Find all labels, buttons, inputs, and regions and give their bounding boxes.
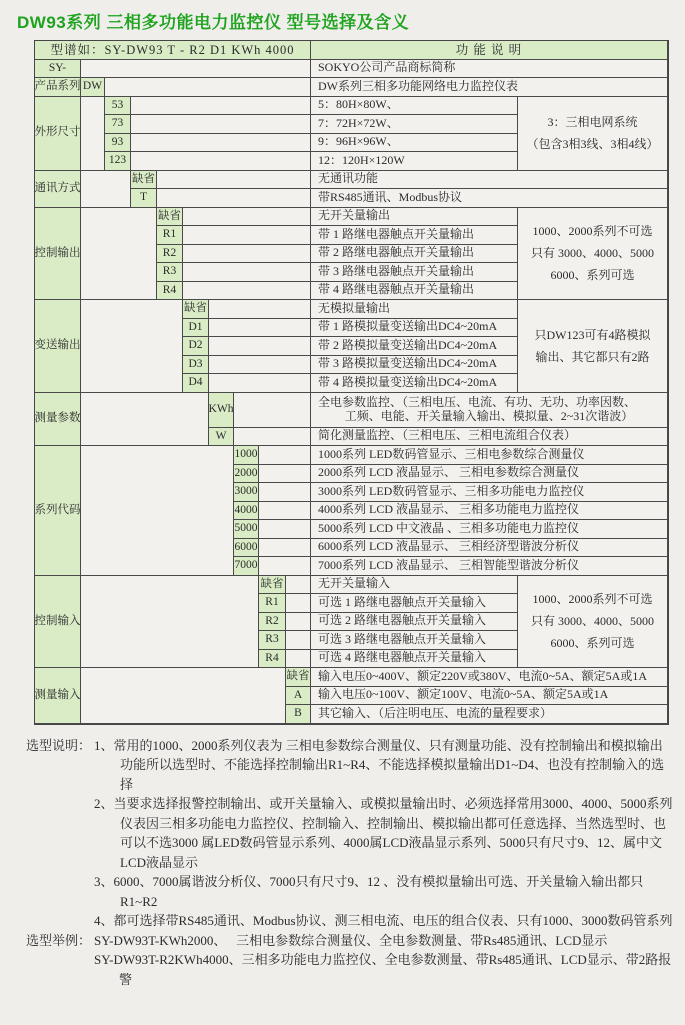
desc-cell: 带 4 路模拟量变送输出DC4~20mA — [311, 374, 518, 393]
notes-body — [94, 736, 674, 931]
example-item: SY-DW93T-KWh2000、 三相电参数综合测量仪、全电参数测量、带Rs485通讯、LCD显示 — [94, 932, 608, 948]
desc-cell: 7000系列 LCD 液晶显示、 三相智能型谐波分析仪 — [311, 557, 668, 576]
desc-cell: 12：120H×120W — [311, 152, 518, 171]
desc-cell: 5000系列 LCD 中文液晶 、三相多功能电力监控仪 — [311, 520, 668, 539]
desc-cell: 无通讯功能 — [311, 171, 668, 190]
note-line: （包含3相3线、3相4线） — [526, 137, 659, 151]
spacer-cell — [259, 539, 311, 558]
code-cell: 4000 — [234, 502, 259, 521]
note-line: 只有 3000、4000、5000 — [530, 246, 654, 261]
note-line: 6000、系列可选 — [550, 268, 635, 283]
spacer-cell — [286, 594, 311, 613]
code-cell: 缺省 — [157, 208, 183, 227]
code-cell: W — [209, 428, 234, 447]
spacer-cell — [209, 374, 311, 393]
examples-label: 选型举例： — [26, 932, 92, 948]
note-item: 1、常用的1000、2000系列仪表为 三相电参数综合测量仪、只有测量功能、没有控制输出和模拟输出功能所以选型时、不能选择控制输出R1~R4、不能选择模拟量输出D1~D4、也没有控制输入的选择 — [94, 737, 665, 792]
spacer-cell — [81, 300, 183, 393]
code-cell: R4 — [259, 650, 286, 669]
desc-cell: 5：80H×80W、 — [311, 97, 518, 116]
group-label-9: 测量输入 — [35, 668, 81, 724]
code-cell: 2000 — [234, 465, 259, 484]
group-label-7: 系列代码 — [35, 446, 81, 576]
spacer-cell — [183, 226, 311, 245]
code-cell: D1 — [183, 319, 209, 338]
spacer-cell — [209, 300, 311, 319]
note-item: 2、当要求选择报警控制输出、或开关量输入、或模拟量输出时、必须选择常用3000、4000、5000系列仪表因三相多功能电力监控仪、控制输入、控制输出、模拟输出都可任意选择、当然选型时、也可以不选3000 属LED数码管显示系列、4000属LCD液晶显示系列、5000只有尺寸9、12、属中文LCD液晶显示 — [94, 796, 673, 870]
code-cell: R2 — [259, 613, 286, 632]
code-cell: T — [131, 189, 157, 208]
spacer-cell — [286, 631, 311, 650]
desc-cell: 带 1 路模拟量变送输出DC4~20mA — [311, 319, 518, 338]
desc-cell — [311, 393, 668, 428]
code-cell: 73 — [105, 115, 131, 134]
code-cell: 缺省 — [259, 576, 286, 595]
selection-notes — [26, 736, 674, 990]
spacer-cell — [105, 78, 311, 97]
spacer-cell — [81, 576, 259, 669]
spacer-cell — [81, 393, 209, 447]
desc-cell: 7：72H×72W、 — [311, 115, 518, 134]
desc-cell: 4000系列 LCD 液晶显示、 三相多功能电力监控仪 — [311, 502, 668, 521]
note-line: 输出、其它都只有2路 — [535, 349, 650, 364]
desc-cell: 6000系列 LCD 液晶显示、 三相经济型谐波分析仪 — [311, 539, 668, 558]
header-desc-cell: 功 能 说 明 — [311, 41, 668, 60]
spacer-cell — [81, 668, 286, 724]
desc-cell: 带 4 路继电器触点开关量输出 — [311, 282, 518, 301]
spacer-cell — [81, 171, 131, 208]
code-cell: 缺省 — [286, 668, 311, 687]
note-item: 3、6000、7000属谐波分析仪、7000只有尺寸9、12 、没有模拟量输出可选、开关量输入输出都只R1~R2 — [94, 874, 644, 909]
desc-cell: 1000系列 LED数码管显示、三相电参数综合测量仪 — [311, 446, 668, 465]
desc-line: 工频、电能、开关量输入输出、模拟量、2~31次谐波） — [344, 408, 634, 423]
desc-cell: 带RS485通讯、Modbus协议 — [311, 189, 668, 208]
code-cell: 5000 — [234, 520, 259, 539]
desc-cell: 带 2 路继电器触点开关量输出 — [311, 245, 518, 264]
desc-cell: 无开关量输出 — [311, 208, 518, 227]
group-label-5: 变送输出 — [35, 300, 81, 393]
notes-label: 选型说明： — [26, 737, 92, 753]
spacer-cell — [131, 115, 311, 134]
spacer-cell — [131, 134, 311, 153]
model-selection-table — [34, 40, 669, 725]
group-label-8: 控制输入 — [35, 576, 81, 669]
note-cell — [518, 208, 668, 301]
spacer-cell — [259, 465, 311, 484]
code-cell: KWh — [209, 393, 234, 428]
code-cell: D4 — [183, 374, 209, 393]
desc-cell: 可选 4 路继电器触点开关量输入 — [311, 650, 518, 669]
code-cell: D3 — [183, 356, 209, 375]
page-title: DW93系列 三相多功能电力监控仪 型号选择及含义 — [17, 13, 410, 32]
code-cell: R2 — [157, 245, 183, 264]
spacer-cell — [234, 393, 311, 428]
code-cell: 7000 — [234, 557, 259, 576]
spacer-cell — [183, 263, 311, 282]
code-cell: 53 — [105, 97, 131, 116]
desc-cell: 2000系列 LCD 液晶显示、 三相电参数综合测量仪 — [311, 465, 668, 484]
desc-cell: 可选 3 路继电器触点开关量输入 — [311, 631, 518, 650]
group-label-4: 控制输出 — [35, 208, 81, 301]
note-item: 4、都可选择带RS485通讯、Modbus协议、测三相电流、电压的组合仪表、只有1000、3000数码管系列 — [94, 913, 673, 928]
desc-cell: 可选 2 路继电器触点开关量输入 — [311, 613, 518, 632]
spacer-cell — [286, 613, 311, 632]
note-line: 1000、2000系列不可选 — [532, 592, 653, 607]
group-label-2: 外形尺寸 — [35, 97, 81, 171]
example-item: SY-DW93T-R2KWh4000、三相多功能电力监控仪、全电参数测量、带Rs485通讯、LCD显示、带2路报警 — [94, 952, 672, 987]
spacer-cell — [183, 208, 311, 227]
spacer-cell — [259, 502, 311, 521]
desc-cell: 可选 1 路继电器触点开关量输入 — [311, 594, 518, 613]
spacer-cell — [81, 208, 157, 301]
note-line: 3：三相电网系统 — [547, 115, 638, 129]
code-cell: DW — [81, 78, 105, 97]
code-cell: R3 — [259, 631, 286, 650]
code-cell: 6000 — [234, 539, 259, 558]
code-cell: 1000 — [234, 446, 259, 465]
spacer-cell — [157, 171, 311, 190]
note-cell — [518, 576, 668, 669]
spacer-cell — [183, 245, 311, 264]
spacer-cell — [157, 189, 311, 208]
spacer-cell — [183, 282, 311, 301]
desc-cell: SOKYO公司产品商标简称 — [311, 60, 668, 79]
examples-body — [94, 931, 674, 990]
desc-cell: 无开关量输入 — [311, 576, 518, 595]
desc-cell: 输入电压0~400V、额定220V或380V、电流0~5A、额定5A或1A — [311, 668, 668, 687]
code-cell: 3000 — [234, 483, 259, 502]
note-line: 只有 3000、4000、5000 — [530, 614, 654, 629]
group-label-3: 通讯方式 — [35, 171, 81, 208]
code-cell: R1 — [259, 594, 286, 613]
desc-cell: 3000系列 LED数码管显示、三相多功能电力监控仪 — [311, 483, 668, 502]
header-model-cell: 型谱如：SY-DW93 T - R2 D1 KWh 4000 — [35, 41, 311, 60]
spacer-cell — [259, 557, 311, 576]
code-cell: R4 — [157, 282, 183, 301]
group-label-1: 产品系列 — [35, 78, 81, 97]
desc-cell: 9：96H×96W、 — [311, 134, 518, 153]
group-label-0: SY- — [35, 60, 81, 79]
spacer-cell — [209, 319, 311, 338]
desc-cell: 带 2 路模拟量变送输出DC4~20mA — [311, 337, 518, 356]
code-cell: A — [286, 687, 311, 706]
code-cell: 缺省 — [183, 300, 209, 319]
spacer-cell — [81, 60, 311, 79]
spacer-cell — [259, 520, 311, 539]
spacer-cell — [286, 576, 311, 595]
code-cell: 缺省 — [131, 171, 157, 190]
note-cell — [518, 97, 668, 171]
desc-cell: 输入电压0~100V、额定100V、电流0~5A、额定5A或1A — [311, 687, 668, 706]
desc-cell: 简化测量监控、（三相电压、三相电流组合仪表） — [311, 428, 668, 447]
spacer-cell — [131, 152, 311, 171]
code-cell: R3 — [157, 263, 183, 282]
note-line: 6000、系列可选 — [550, 636, 635, 651]
group-label-6: 测量参数 — [35, 393, 81, 447]
code-cell: B — [286, 705, 311, 724]
code-cell: R1 — [157, 226, 183, 245]
spacer-cell — [81, 97, 105, 171]
spacer-cell — [259, 446, 311, 465]
desc-cell: 带 3 路继电器触点开关量输出 — [311, 263, 518, 282]
spacer-cell — [234, 428, 311, 447]
spacer-cell — [209, 356, 311, 375]
spacer-cell — [81, 446, 234, 576]
spacer-cell — [131, 97, 311, 116]
desc-cell: 其它输入、（后注明电压、电流的量程要求） — [311, 705, 668, 724]
desc-cell: 带 1 路继电器触点开关量输出 — [311, 226, 518, 245]
desc-cell: 带 3 路模拟量变送输出DC4~20mA — [311, 356, 518, 375]
desc-cell: 无模拟量输出 — [311, 300, 518, 319]
note-line: 只DW123可有4路模拟 — [534, 327, 651, 342]
code-cell: 123 — [105, 152, 131, 171]
note-cell — [518, 300, 668, 393]
desc-line: 全电参数监控、（三相电压、电流、有功、无功、功率因数、 — [318, 394, 637, 409]
spacer-cell — [286, 650, 311, 669]
spacer-cell — [259, 483, 311, 502]
code-cell: D2 — [183, 337, 209, 356]
spacer-cell — [209, 337, 311, 356]
note-line: 1000、2000系列不可选 — [532, 224, 653, 239]
code-cell: 93 — [105, 134, 131, 153]
desc-cell: DW系列三相多功能网络电力监控仪表 — [311, 78, 668, 97]
